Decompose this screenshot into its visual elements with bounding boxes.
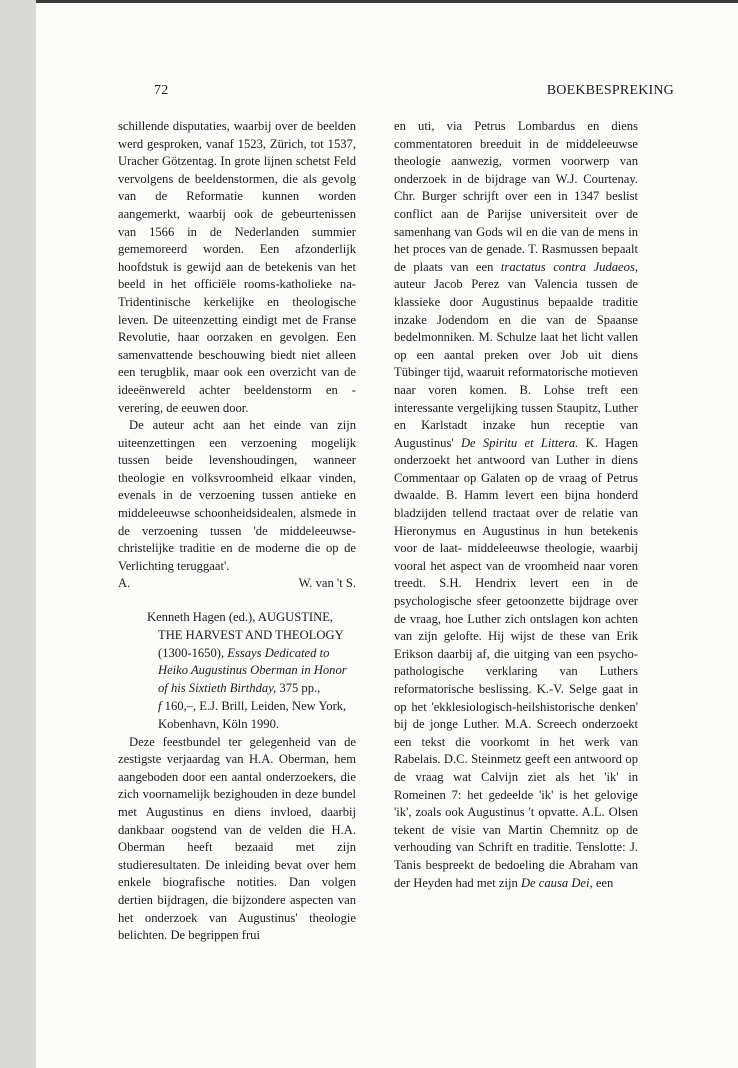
body-text: en uti, via Petrus Lombardus en diens commentatoren breeduit in de middeleeuwse theologie aanwezig, vormen voorwerp van onderzoek in de bijdrage van W.J. Courtenay. Chr. Burger schrijft over een in 1347 beslist conflict aan de Parijse universiteit over de samenhang van Gods wil en die van de mens in het proces van de genade. T. Rasmussen bepaalt de plaats van een <box>394 119 638 274</box>
citation-line: Kenneth Hagen (ed.), AUGUSTINE, <box>147 610 334 625</box>
right-column <box>394 118 638 892</box>
book-citation <box>118 609 356 734</box>
citation-italic: of his Sixtieth Birthday, <box>158 681 277 696</box>
body-text: K. Hagen onderzoekt het antwoord van Luther in diens Commentaar op Galaten op de vraag of Petrus dwaalde. B. Hamm levert een bijna honderd bladzijden tellend tractaat over de relatie van Hieronymus en Augustinus in hun betekenis voor de laat- middeleeuwse theologie, waarbij vooral het aspect van de vroomheid naar voren treedt. S.H. Hendrix levert een in de psychologische sfeer getoonzette bijdrage over de vraag, hoe Luther zich ontslagen kon achten van zijn gelofte. Hij wijst de these van Erik Erikson daarbij af, die uitging van een psycho-pathologische verklaring van Luthers reformatorische beslissing. K.-V. Selge gaat in op het 'ekklesiologisch-heilshistorische denken' bij de jonge Luther. M.A. Screech onderzoekt een tekst die voorkomt in het werk van Rabelais. D.C. Steinmetz geeft een antwoord op de vraag wat Calvijn ziet als het 'ik' in Romeinen 7: het gedeelde 'ik' is het gelovige 'ik', zoals ook Augustinus 't opvatte. A.L. Olsen tekent de visie van Martin Chemnitz op de verhouding van Schrift en traditie. Tenslotte: J. Tanis bespreekt de bedoeling die Abraham van der Heyden had met zijn <box>394 435 639 890</box>
paragraph: Deze feestbundel ter gelegenheid van de zestigste verjaardag van H.A. Oberman, hem aangeboden door een aantal onderzoekers, die zich voornamelijk bezighouden in deze bundel met Augustinus en diens invloed, daarbij dankbaar oogstend van de velden die H.A. Oberman heeft bezaaid met zijn studieresultaten. De inleiding bevat over hem enkele biografische notities. Dan volgen dertien bijdragen, die bijzondere aspecten van het onderzoek van Augustinus' theologie belichten. De begrippen frui <box>118 734 356 943</box>
italic-title: tractatus contra Judaeos, <box>500 259 638 274</box>
citation-italic: Heiko Augustinus Oberman in Honor <box>158 663 347 678</box>
citation-line <box>147 662 356 680</box>
signature-name: W. van 't S. <box>298 576 356 591</box>
paragraph: schillende disputaties, waarbij over de beelden werd gesproken, vanaf 1523, Zürich, tot 1537, Uracher Götzentag. In grote lijnen schetst Feld vervolgens de beeldenstormen, die als gevolg van de Reformatie kunnen worden aangemerkt, waarbij ook de gebeurtenissen van 1566 in de Nederlanden summier gememoreerd worden. Een afzonderlijk hoofdstuk is gewijd aan de betekenis van het beeld in het officiële rooms-katholieke na-Tridentinische kerkelijke en theologische leven. De uiteenzetting eindigt met de Franse Revolutie, haar oorzaken en gevolgen. Een samenvattende beschouwing biedt niet alleen een terugblik, maar ook een overzicht van de ideeënwereld achter beeldenstorm en -verering, de eeuwen door. <box>118 119 356 415</box>
running-head: BOEKBESPREKING <box>546 83 674 98</box>
citation-line <box>147 698 356 716</box>
page-number: 72 <box>154 83 169 98</box>
review-signature <box>118 575 356 593</box>
left-column <box>118 118 356 945</box>
italic-title: De Spiritu et Littera. <box>460 435 579 450</box>
citation-text: 375 pp., <box>279 681 321 696</box>
body-text: auteur Jacob Perez van Valencia tussen de klassieke door Augustinus bepaalde traditie inzake Jodendom en die van de Spaanse bedelmonniken. M. Schulze laat het licht vallen op een aantal preken over Job uit diens Tübinger tijd, waaruit reformatorische motieven naar voren komen. B. Lohse treft een interessante vergelijking tussen Staupitz, Luther en Karlstadt inzake hun receptie van Augustinus' <box>394 277 638 450</box>
citation-text: (1300-1650), <box>158 645 225 660</box>
citation-text: 160,–, E.J. Brill, Leiden, New York, <box>164 699 347 714</box>
paragraph: De auteur acht aan het einde van zijn uiteenzettingen een verzoening mogelijk tussen beide levenshoudingen, wanneer theologie en volksvroomheid elkaar vinden, evenals in de verzoening tussen antieke en middeleeuwse schoonheidsidealen, alsmede in de verzoening tussen 'de middeleeuwse-christelijke traditie en de moderne die op de Verlichting teruggaat'. <box>118 418 356 573</box>
citation-italic: Essays Dedicated to <box>227 645 330 660</box>
body-text: een <box>595 875 614 890</box>
review-body <box>118 734 356 945</box>
citation-line <box>147 645 356 663</box>
citation-italic: f <box>158 699 162 714</box>
citation-line <box>147 680 356 698</box>
italic-title: De causa Dei, <box>520 875 593 890</box>
citation-line: Kobenhavn, Köln 1990. <box>158 716 280 731</box>
citation-line: THE HARVEST AND THEOLOGY <box>158 627 344 642</box>
signature-initial: A. <box>118 576 131 591</box>
paragraph <box>394 118 638 892</box>
scan-left-edge <box>0 0 36 1068</box>
